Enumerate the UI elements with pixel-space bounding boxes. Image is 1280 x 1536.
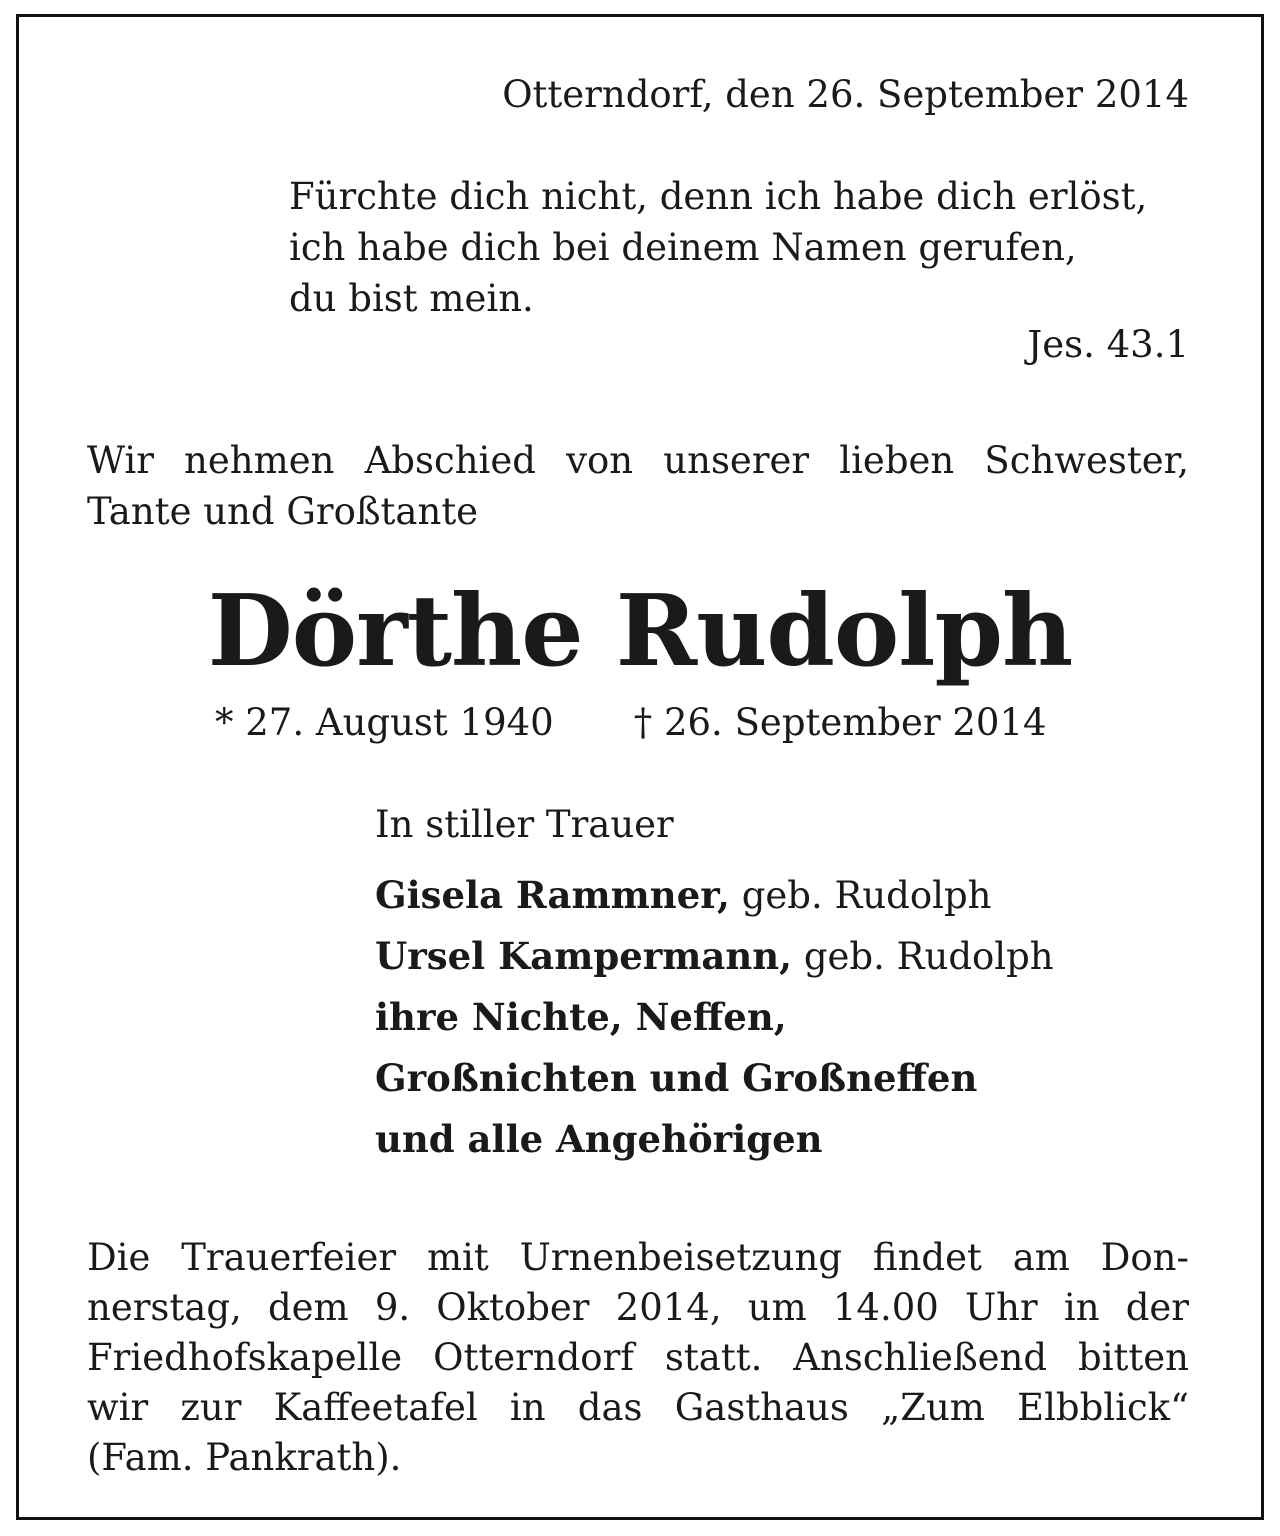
mourner-name: und alle Angehörigen <box>375 1117 823 1161</box>
intro-line: Wir nehmen Abschied von unserer lieben Schwester, <box>87 439 1189 482</box>
birth-date: * 27. August 1940 <box>215 701 554 744</box>
funeral-service-info <box>87 1233 1189 1483</box>
obituary-notice <box>16 14 1264 1520</box>
service-line: nerstag, dem 9. Oktober 2014, um 14.00 Uhr in der <box>87 1286 1189 1329</box>
mourner-name: Ursel Kampermann, <box>375 934 793 978</box>
verse-line: ich habe dich bei deinem Namen gerufen, <box>289 226 1077 269</box>
mourner-entry <box>375 1117 1054 1178</box>
verse-line: du bist mein. <box>289 277 534 320</box>
deceased-name: Dörthe Rudolph <box>207 574 1073 689</box>
mourner-name: ihre Nichte, Neffen, <box>375 995 787 1039</box>
mourning-heading: In stiller Trauer <box>375 803 674 846</box>
death-date: † 26. September 2014 <box>633 701 1047 744</box>
intro-line: Tante und Großtante <box>87 490 479 533</box>
mourner-suffix: geb. Rudolph <box>729 874 992 917</box>
service-line: Friedhofskapelle Otterndorf statt. Anschließend bitten <box>87 1336 1189 1379</box>
mourner-name: Großnichten und Großneffen <box>375 1056 978 1100</box>
mourner-name: Gisela Rammner, <box>375 873 730 917</box>
mourner-suffix: geb. Rudolph <box>792 935 1054 978</box>
service-line: (Fam. Pankrath). <box>87 1436 402 1479</box>
service-line: Die Trauerfeier mit Urnenbeisetzung findet am Don- <box>87 1236 1189 1279</box>
life-dates <box>215 701 1047 745</box>
mourner-entry <box>375 1056 1054 1117</box>
bible-verse <box>289 171 1189 324</box>
verse-reference: Jes. 43.1 <box>1027 323 1189 366</box>
mourner-entry <box>375 873 1054 934</box>
mourner-entry <box>375 934 1054 995</box>
service-line: wir zur Kaffeetafel in das Gasthaus „Zum Elbblick“ <box>87 1386 1189 1429</box>
farewell-intro <box>87 435 1189 537</box>
verse-line: Fürchte dich nicht, denn ich habe dich erlöst, <box>289 175 1148 218</box>
place-date: Otterndorf, den 26. September 2014 <box>502 73 1189 116</box>
mourner-entry <box>375 995 1054 1056</box>
mourners-block <box>375 803 1054 1178</box>
